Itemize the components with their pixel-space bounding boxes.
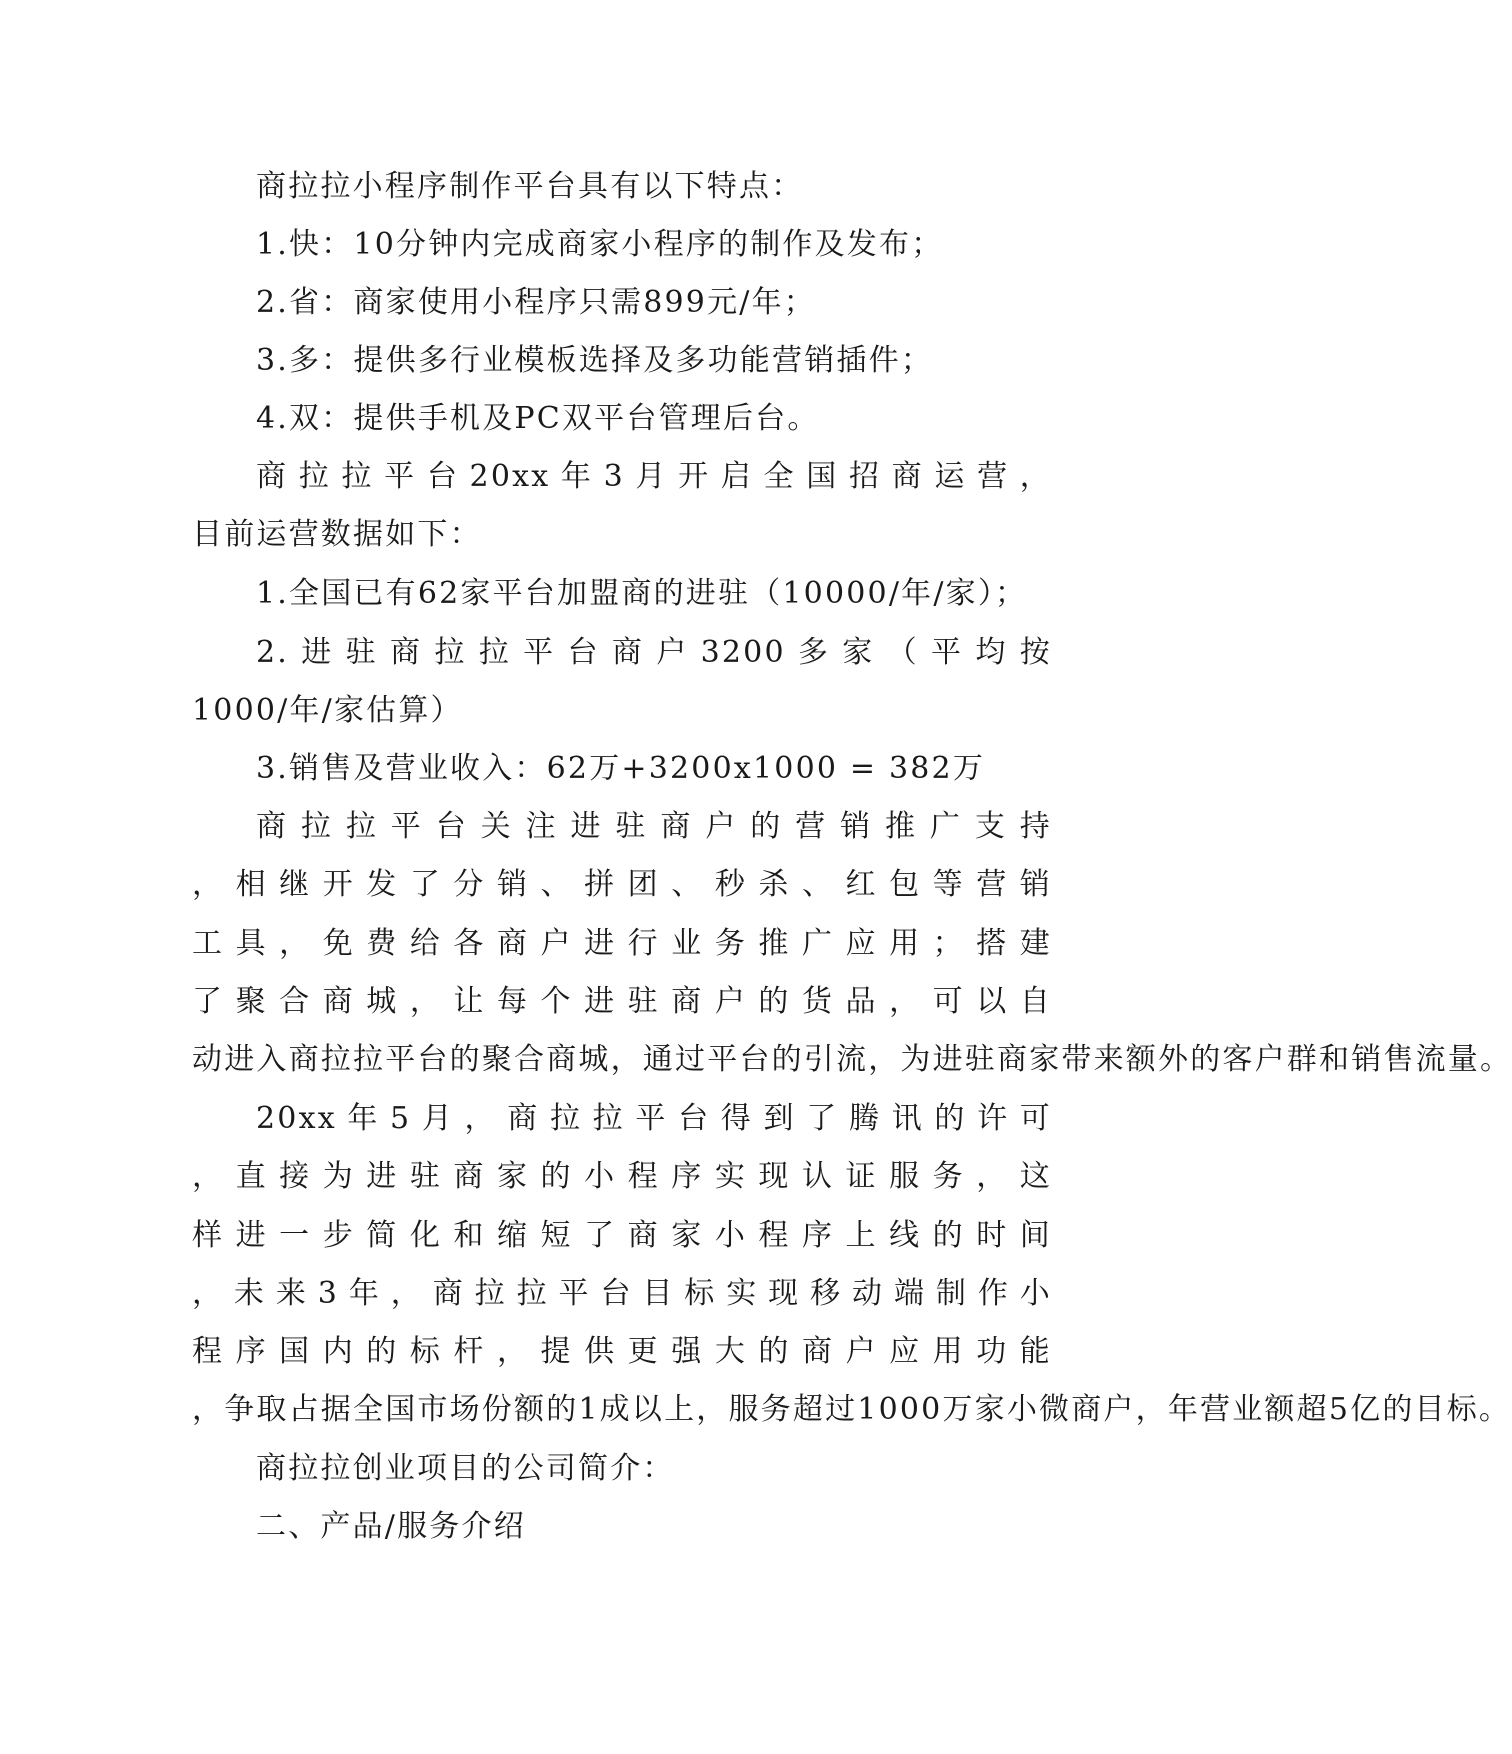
paragraph: 商拉拉创业项目的公司简介： [256,1451,675,1486]
paragraph [192,1090,1512,1440]
paragraph-line: 工具，免费给各商户进行业务推广应用；搭建 [192,925,1052,961]
paragraph: 4.双：提供手机及PC双平台管理后台。 [256,401,820,436]
paragraph-line: 程序国内的标杆，提供更强大的商户应用功能 [192,1334,1052,1370]
paragraph-line: ，直接为进驻商家的小程序实现认证服务，这 [192,1159,1052,1195]
paragraph-line: 了聚合商城，让每个进驻商户的货品，可以自 [192,983,1052,1019]
paragraph-line: 样进一步简化和缩短了商家小程序上线的时间 [192,1217,1052,1253]
paragraph: 3.销售及营业收入：62万+3200x1000 = 382万 [256,751,986,786]
paragraph-line: ，未来3年，商拉拉平台目标实现移动端制作小 [192,1275,1052,1311]
paragraph-line: 商拉拉平台关注进驻商户的营销推广支持 [256,809,1052,844]
paragraph-line: 1000/年/家估算） [192,693,463,729]
paragraph-line: 目前运营数据如下： [192,517,482,553]
paragraph [192,448,1052,565]
paragraph [192,798,1512,1089]
paragraph-line: 商拉拉平台20xx年3月开启全国招商运营， [256,459,1052,494]
paragraph: 1.全国已有62家平台加盟商的进驻（10000/年/家）； [256,576,1028,611]
paragraph: 3.多：提供多行业模板选择及多功能营销插件； [256,343,934,378]
paragraph-line: 20xx年5月，商拉拉平台得到了腾讯的许可 [256,1101,1052,1136]
paragraph: 2.省：商家使用小程序只需899元/年； [256,285,816,320]
paragraph: 1.快：10分钟内完成商家小程序的制作及发布； [256,227,944,262]
paragraph-line: 2.进驻商拉拉平台商户3200多家（平均按 [256,635,1052,670]
paragraph-line: 动进入商拉拉平台的聚合商城，通过平台的引流，为进驻商家带来额外的客户群和销售流量。 [192,1042,1512,1078]
paragraph [192,624,1052,741]
paragraph: 商拉拉小程序制作平台具有以下特点： [256,169,804,204]
paragraph-line: ，相继开发了分销、拼团、秒杀、红包等营销 [192,867,1052,903]
paragraph-line: ，争取占据全国市场份额的1成以上，服务超过1000万家小微商户，年营业额超5亿的目标。 [192,1392,1512,1428]
section-heading: 二、产品/服务介绍 [256,1509,526,1544]
